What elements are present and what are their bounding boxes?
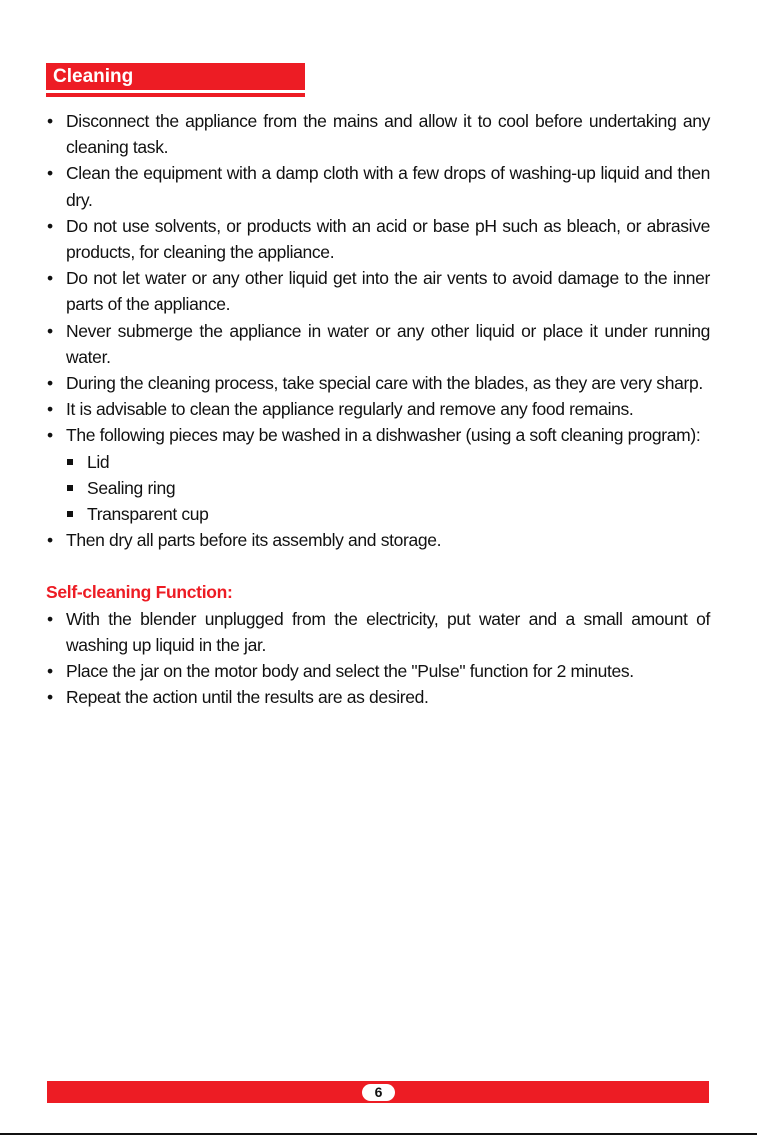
bullet-icon: • [47, 111, 53, 131]
bullet-icon: • [47, 215, 53, 236]
square-bullet-icon [67, 511, 73, 517]
page-content [46, 108, 710, 710]
list-item-text: It is advisable to clean the appliance regularly and remove any food remains. [66, 399, 634, 420]
sub-list-item [46, 475, 710, 501]
list-item-text: The following pieces may be washed in a dishwasher (using a soft cleaning program): [66, 425, 701, 446]
list-item-text: With the blender unplugged from the electricity, put water and a small amount of washing up liquid in the jar. [66, 608, 710, 655]
bullet-icon: • [47, 425, 53, 446]
list-item-text: Do not use solvents, or products with an acid or base pH such as bleach, or abrasive products, for cleaning the appliance. [66, 215, 710, 263]
bullet-icon: • [47, 373, 53, 394]
list-item [46, 658, 710, 684]
bullet-icon: • [47, 661, 53, 682]
bullet-icon: • [47, 608, 53, 629]
list-item-text: During the cleaning process, take special care with the blades, as they are very sharp. [66, 373, 703, 394]
cleaning-list [46, 108, 710, 449]
section-header-underline [46, 93, 305, 97]
bullet-icon: • [47, 320, 53, 341]
sub-list-item-text: Sealing ring [87, 477, 176, 498]
page-number-badge: 6 [362, 1084, 395, 1101]
subheading-self-cleaning: Self-cleaning Function: [46, 582, 233, 603]
bullet-icon: • [47, 530, 53, 551]
bullet-icon: • [47, 163, 53, 184]
section-title-cleaning: Cleaning [53, 66, 134, 87]
list-item [46, 213, 710, 265]
list-item [46, 370, 710, 396]
list-item-text: Disconnect the appliance from the mains and allow it to cool before undertaking any cleaning task. [66, 111, 710, 158]
bullet-icon: • [47, 687, 53, 708]
list-item [46, 160, 710, 212]
list-item-text: Clean the equipment with a damp cloth with a few drops of washing-up liquid and then dry. [66, 163, 710, 210]
sub-list-item [46, 501, 710, 527]
self-cleaning-list [46, 606, 710, 711]
square-bullet-icon [67, 459, 73, 465]
bullet-icon: • [47, 268, 53, 289]
list-item [46, 527, 710, 553]
sub-list-item-text: Transparent cup [87, 504, 209, 525]
list-item [46, 108, 710, 160]
list-item [46, 318, 710, 370]
list-item-text: Place the jar on the motor body and select the "Pulse" function for 2 minutes. [66, 661, 634, 682]
list-item-text: Repeat the action until the results are as desired. [66, 687, 429, 708]
sub-list-item-text: Lid [87, 451, 110, 472]
bullet-icon: • [47, 399, 53, 420]
list-item [46, 396, 710, 422]
list-item [46, 606, 710, 658]
dishwasher-parts-list [46, 449, 710, 528]
sub-list-item [46, 449, 710, 475]
list-item-text: Never submerge the appliance in water or any other liquid or place it under running water. [66, 320, 710, 367]
cleaning-list-end [46, 527, 710, 553]
list-item [46, 422, 710, 448]
list-item-text: Do not let water or any other liquid get into the air vents to avoid damage to the inner parts of the appliance. [66, 268, 710, 315]
list-item-text: Then dry all parts before its assembly and storage. [66, 530, 442, 551]
square-bullet-icon [67, 485, 73, 491]
list-item [46, 265, 710, 317]
list-item [46, 684, 710, 710]
